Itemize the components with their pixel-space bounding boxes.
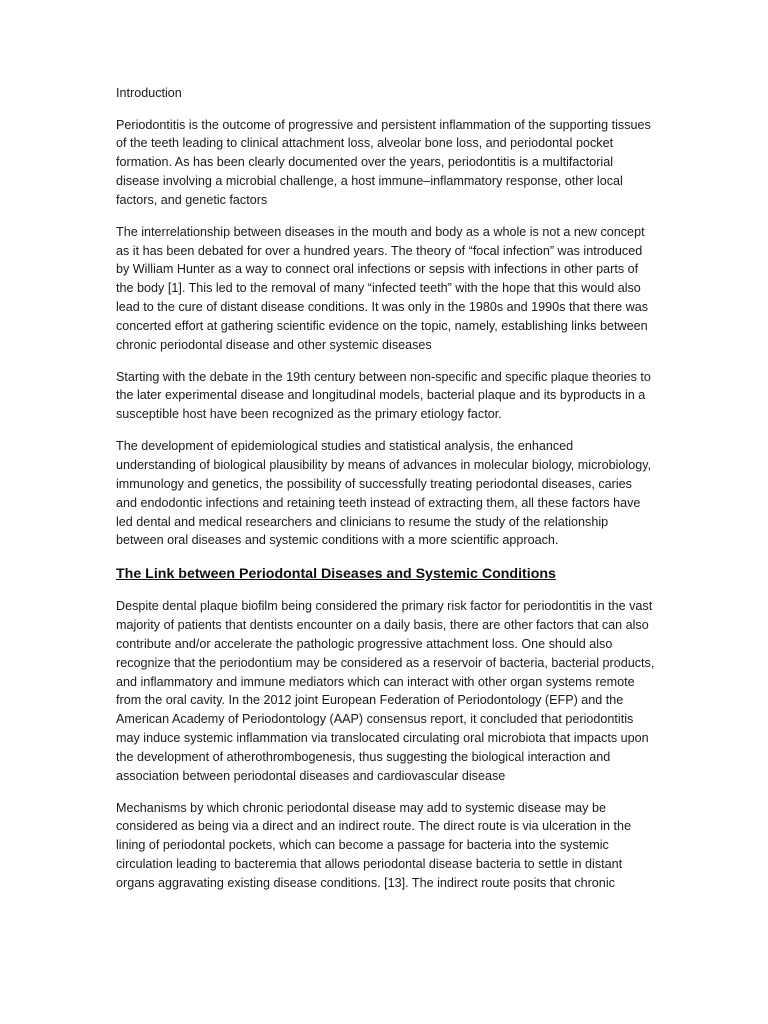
document-page [116, 84, 656, 906]
intro-heading: Introduction [116, 86, 182, 100]
paragraph-focal-infection: The interrelationship between diseases in the mouth and body as a whole is not a new concept as it has been debated for over a hundred years. The theory of “focal infection” was introduced by William Hunter as a way to connect oral infections or sepsis with infections in other parts of the body [1]. This led to the removal of many “infected teeth” with the hope that this would also lead to the cure of distant disease conditions. It was only in the 1980s and 1990s that there was concerted effort at gathering scientific evidence on the topic, namely, establishing links between chronic periodontal disease and other systemic diseases [116, 224, 649, 353]
paragraph-mechanisms: Mechanisms by which chronic periodontal disease may add to systemic disease may be considered as being via a direct and an indirect route. The direct route is via ulceration in the lining of periodontal pockets, which can become a passage for bacteria into the systemic circulation leading to bacteremia that allows periodontal disease bacteria to settle in distant organs aggravating existing disease conditions. [13]. The indirect route posits that chronic [116, 800, 632, 891]
paragraph-plaque-theories: Starting with the debate in the 19th century between non-specific and specific plaque theories to the later experimental disease and longitudinal models, bacterial plaque and its byproducts in a susceptible host have been recognized as the primary etiology factor. [116, 369, 651, 422]
paragraph-periodontitis-definition: Periodontitis is the outcome of progressive and persistent inflammation of the supporting tissues of the teeth leading to clinical attachment loss, alveolar bone loss, and periodontal pocket formation. As has been clearly documented over the years, periodontitis is a multifactorial disease involving a microbial challenge, a host immune–inflammatory response, other local factors, and genetic factors [116, 117, 651, 208]
paragraph-plaque-biofilm: Despite dental plaque biofilm being considered the primary risk factor for periodontitis in the vast majority of patients that dentists encounter on a daily basis, there are other factors that can also contribute and/or accelerate the pathologic progressive attachment loss. One should also recognize that the periodontium may be considered as a reservoir of bacteria, bacterial products, and inflammatory and immune mediators which can interact with other organ systems remote from the oral cavity. In the 2012 joint European Federation of Periodontology (EFP) and the American Academy of Periodontology (AAP) consensus report, it concluded that periodontitis may induce systemic inflammation via translocated circulating oral microbiota that impacts upon the development of atherothrombogenesis, thus suggesting the biological interaction and association between periodontal diseases and cardiovascular disease [116, 598, 655, 784]
paragraph-epidemiological-studies: The development of epidemiological studies and statistical analysis, the enhanced understanding of biological plausibility by means of advances in molecular biology, microbiology, immunology and genetics, the possibility of successfully treating periodontal diseases, caries and endodontic infections and retaining teeth instead of extracting them, all these factors have led dental and medical researchers and clinicians to resume the study of the relationship between oral diseases and systemic conditions with a more scientific approach. [116, 438, 652, 548]
section-heading: The Link between Periodontal Diseases and Systemic Conditions [116, 565, 556, 582]
